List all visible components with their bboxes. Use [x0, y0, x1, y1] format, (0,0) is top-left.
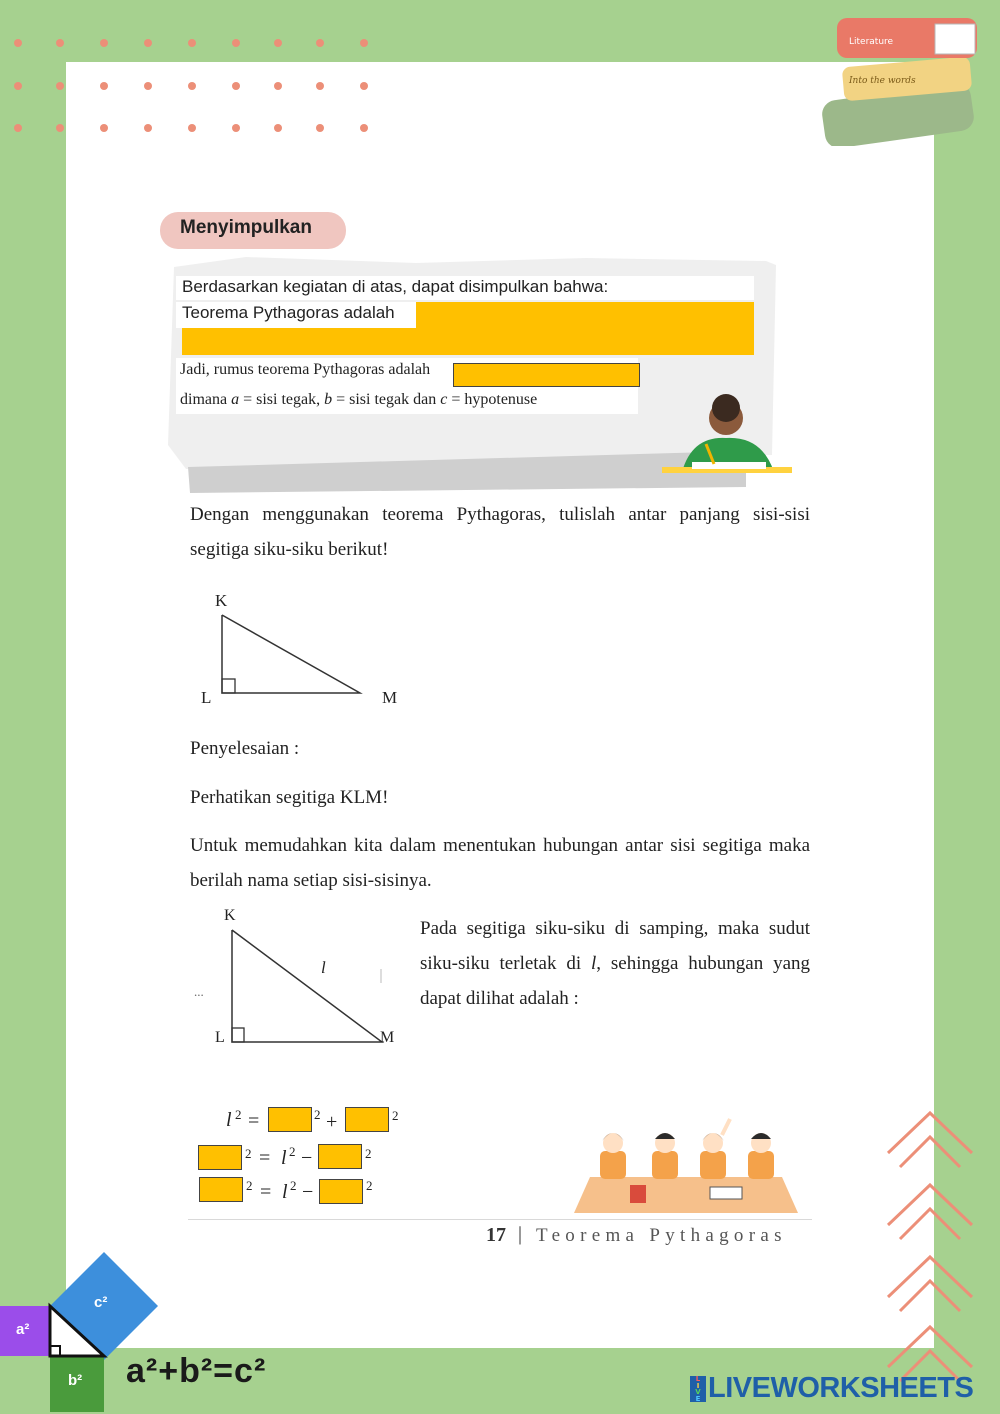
decor-dot	[274, 124, 282, 132]
def-a: a	[231, 391, 240, 408]
decor-dot	[360, 39, 368, 47]
side-definitions	[180, 391, 537, 409]
eq2-input-2[interactable]	[318, 1144, 362, 1169]
decor-dot	[14, 82, 22, 90]
liveworksheets-logo-icon	[690, 1376, 706, 1402]
footer-separator: |	[518, 1223, 523, 1245]
eq3-l: l	[282, 1181, 288, 1203]
eq3-l-exp: 2	[290, 1178, 297, 1193]
eq3-exp-2: 2	[366, 1178, 373, 1193]
def-a-text: = sisi tegak,	[239, 391, 325, 408]
live-letter-l: L	[695, 1375, 701, 1383]
eq3-input-2[interactable]	[319, 1179, 363, 1204]
footer-title: Teorema Pythagoras	[536, 1225, 787, 1246]
def-c-text: = hypotenuse	[447, 391, 538, 408]
decor-dot	[188, 124, 196, 132]
live-letter-e: E	[695, 1394, 701, 1403]
students-illustration	[570, 1115, 800, 1215]
eq2-l-exp: 2	[289, 1144, 296, 1159]
decor-dot	[56, 39, 64, 47]
eq2-l: l	[281, 1147, 287, 1169]
pythagoras-formula-art: a²+b²=c²	[126, 1352, 267, 1390]
footer-divider	[188, 1219, 812, 1220]
eq3-exp-1: 2	[246, 1178, 253, 1193]
decor-dot	[232, 82, 240, 90]
decor-dot	[144, 82, 152, 90]
instruction-text: Dengan menggunakan teorema Pythagoras, tulislah antar panjang sisi-sisi segitiga siku-siku berikut!	[190, 504, 810, 560]
triangle1-label-k: K	[215, 591, 228, 610]
triangle1-label-m: M	[382, 688, 398, 707]
liveworksheets-brand[interactable]: LIVEWORKSHEETS	[708, 1372, 974, 1404]
side-label-placeholder: ...	[194, 984, 204, 999]
triangle2-label-k: K	[224, 907, 236, 924]
naming-text: Untuk memudahkan kita dalam menentukan hubungan antar sisi segitiga maka berilah nama setiap sisi-sisinya.	[190, 835, 810, 891]
chevron-decoration	[880, 1105, 980, 1405]
side-text-before: Pada segitiga siku-siku di samping, maka sudut siku-siku terletak di	[420, 918, 810, 974]
observe-text: Perhatikan segitiga KLM!	[190, 787, 389, 808]
decor-dot	[56, 82, 64, 90]
eq2-exp-2: 2	[365, 1146, 372, 1161]
eq2-input-1[interactable]	[198, 1145, 242, 1170]
hypotenuse-label: l	[321, 958, 326, 977]
triangle1-label-l: L	[201, 688, 212, 707]
decor-dot	[144, 39, 152, 47]
decor-dot	[56, 124, 64, 132]
theorem-answer-line2[interactable]	[182, 328, 754, 355]
section-badge-label: Menyimpulkan	[180, 217, 312, 238]
eq3-equals: =	[260, 1181, 272, 1203]
def-b: b	[324, 391, 333, 408]
eq1-exp-2: 2	[392, 1108, 399, 1123]
triangle2-label-l: L	[215, 1029, 225, 1046]
eq1-input-2[interactable]	[345, 1107, 389, 1132]
def-c: c	[440, 391, 448, 408]
decor-dot	[100, 124, 108, 132]
conclusion-intro: Berdasarkan kegiatan di atas, dapat disimpulkan bahwa:	[182, 277, 609, 296]
decor-dot	[188, 39, 196, 47]
eq1-input-1[interactable]	[268, 1107, 312, 1132]
eq3-minus: −	[302, 1181, 314, 1203]
decor-dot	[274, 82, 282, 90]
decor-dot	[14, 124, 22, 132]
theorem-answer-line1[interactable]	[416, 302, 754, 328]
c-squared-label: c²	[94, 1294, 108, 1311]
eq1-equals: =	[248, 1110, 260, 1132]
def-b-text: = sisi tegak dan	[332, 391, 441, 408]
decor-dot	[274, 39, 282, 47]
eq2-minus: −	[301, 1147, 313, 1169]
decor-dot	[100, 39, 108, 47]
decor-dot	[232, 39, 240, 47]
formula-prefix: Jadi, rumus teorema Pythagoras adalah	[180, 361, 431, 378]
eq2-equals: =	[259, 1147, 271, 1169]
book-label-literature: Literature	[849, 37, 894, 47]
eq1-l-exp: 2	[235, 1107, 242, 1122]
decor-dot	[100, 82, 108, 90]
decor-dot	[144, 124, 152, 132]
eq1-exp-1: 2	[314, 1107, 321, 1122]
side-explanation	[420, 911, 810, 1016]
student-writing-illustration	[662, 394, 794, 476]
decor-dot	[316, 124, 324, 132]
eq1-l: l	[226, 1109, 232, 1131]
b-squared-label: b²	[68, 1372, 83, 1389]
a-squared-label: a²	[16, 1321, 30, 1338]
decor-dot	[316, 39, 324, 47]
decor-dot	[316, 82, 324, 90]
page-number: 17	[486, 1224, 506, 1246]
def-prefix: dimana	[180, 391, 232, 408]
eq1-plus: +	[326, 1111, 338, 1133]
decor-dot	[188, 82, 196, 90]
triangle2-label-m: M	[380, 1029, 395, 1046]
formula-answer-input[interactable]	[453, 363, 640, 387]
theorem-prefix: Teorema Pythagoras adalah	[182, 303, 395, 322]
decor-dot	[14, 39, 22, 47]
side-text-italic: l	[591, 953, 597, 974]
side-text-after: , sehingga hubungan yang dapat dilihat adalah :	[420, 953, 811, 1009]
solution-heading: Penyelesaian :	[190, 738, 300, 759]
eq3-input-1[interactable]	[199, 1177, 243, 1202]
live-letter-i: I	[696, 1381, 700, 1390]
eq2-exp-1: 2	[245, 1146, 252, 1161]
book-label-words: Into the words	[849, 76, 916, 86]
decor-dot	[232, 124, 240, 132]
live-letter-v: V	[695, 1388, 701, 1396]
live-letters	[690, 1376, 706, 1402]
decor-dot	[360, 124, 368, 132]
decor-dot	[360, 82, 368, 90]
books-icon	[815, 6, 985, 146]
